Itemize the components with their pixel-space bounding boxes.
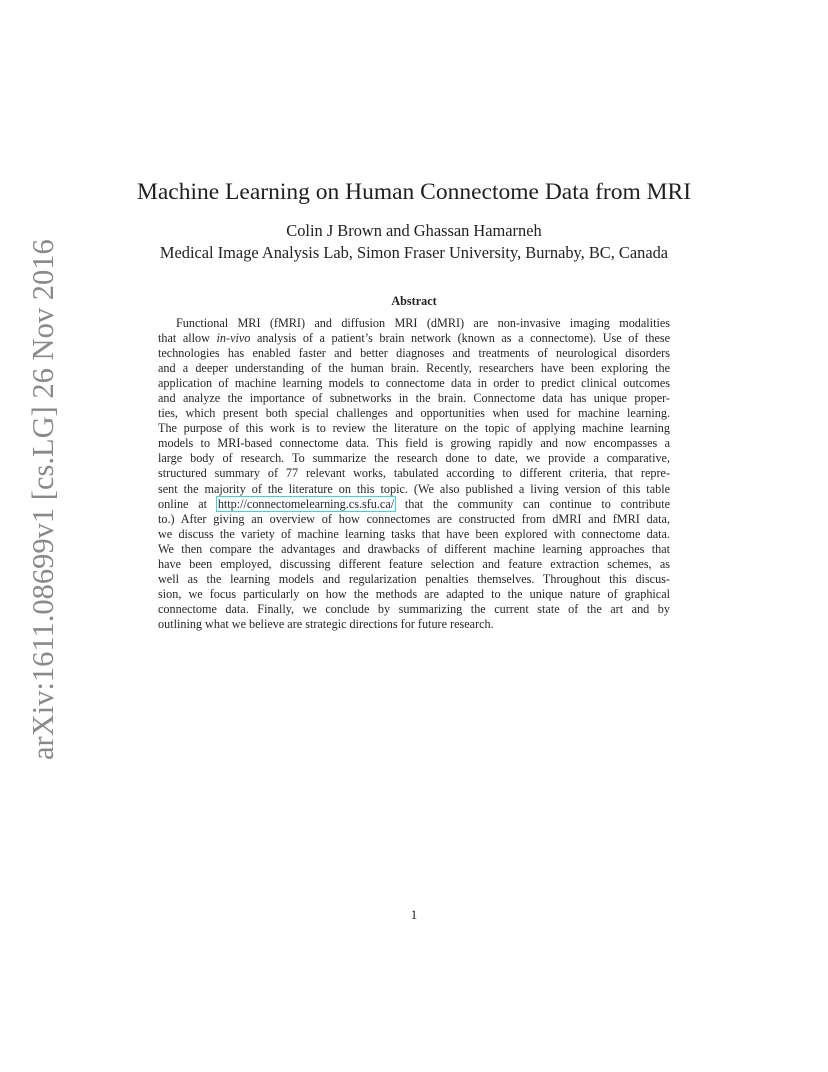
abstract-line: and a deeper understanding of the human brain. Recently, researchers have been exploring the [158, 361, 670, 376]
abstract-line: have been employed, discussing different feature selection and feature extraction schemes, as [158, 556, 670, 571]
abstract-line: connectome data. Finally, we conclude by summarizing the current state of the art and by [158, 601, 670, 616]
abstract-line: technologies has enabled faster and better diagnoses and treatments of neurological disorders [158, 346, 670, 361]
abstract-line: outlining what we believe are strategic directions for future research. [158, 616, 494, 631]
paper-title: Machine Learning on Human Connectome Data from MRI [136, 179, 692, 205]
abstract-line: to.) After giving an overview of how connectomes are constructed from dMRI and fMRI data, [158, 511, 670, 526]
abstract-line: Functional MRI (fMRI) and diffusion MRI (dMRI) are non-invasive imaging modalities [176, 316, 670, 330]
abstract-line: We then compare the advantages and drawbacks of different machine learning approaches that [158, 541, 670, 556]
abstract-body [158, 316, 670, 632]
abstract-line-prefix: online at [158, 496, 208, 511]
abstract-italic-term: in-vivo [216, 331, 251, 346]
abstract-line: models to MRI-based connectome data. This field is growing rapidly and now encompasses a [158, 436, 670, 451]
abstract-line [158, 331, 670, 346]
abstract-line: large body of research. To summarize the research done to date, we provide a comparative, [158, 451, 670, 466]
abstract-line: The purpose of this work is to review the literature on the topic of applying machine learning [158, 421, 670, 436]
abstract-line: sion, we focus particularly on how the methods are adapted to the unique nature of graphical [158, 586, 670, 601]
abstract-line [158, 497, 670, 512]
paper-affiliation: Medical Image Analysis Lab, Simon Fraser University, Burnaby, BC, Canada [159, 243, 669, 262]
abstract-line: we discuss the variety of machine learning tasks that have been explored with connectome data. [158, 526, 670, 541]
abstract-line: structured summary of 77 relevant works, tabulated according to different criteria, that repre- [158, 466, 670, 481]
abstract-line: sent the majority of the literature on this topic. (We also published a living version of this table [158, 481, 670, 496]
abstract-line: and analyze the importance of subnetworks in the brain. Connectome data has unique proper- [158, 391, 670, 406]
arxiv-identifier-stamp [18, 239, 60, 760]
abstract-line: ties, which present both special challenges and opportunities when used for machine learning. [158, 406, 670, 421]
abstract-line-rest: that the community can continue to contribute [404, 496, 671, 511]
abstract-line: application of machine learning models to connectome data in order to predict clinical outcomes [158, 376, 670, 391]
abstract-heading: Abstract [391, 294, 437, 308]
connectome-learning-url-link[interactable]: http://connectomelearning.cs.sfu.ca/ [217, 496, 395, 511]
abstract-line-prefix: that allow [158, 331, 210, 346]
paper-authors: Colin J Brown and Ghassan Hamarneh [286, 221, 542, 240]
abstract-line-rest: analysis of a patient’s brain network (known as a connectome). Use of these [256, 331, 671, 346]
arxiv-stamp-text: arXiv:1611.08699v1 [cs.LG] 26 Nov 2016 [26, 239, 60, 760]
page-number: 1 [410, 907, 418, 922]
abstract-line: well as the learning models and regularization penalties themselves. Throughout this discus- [158, 571, 670, 586]
